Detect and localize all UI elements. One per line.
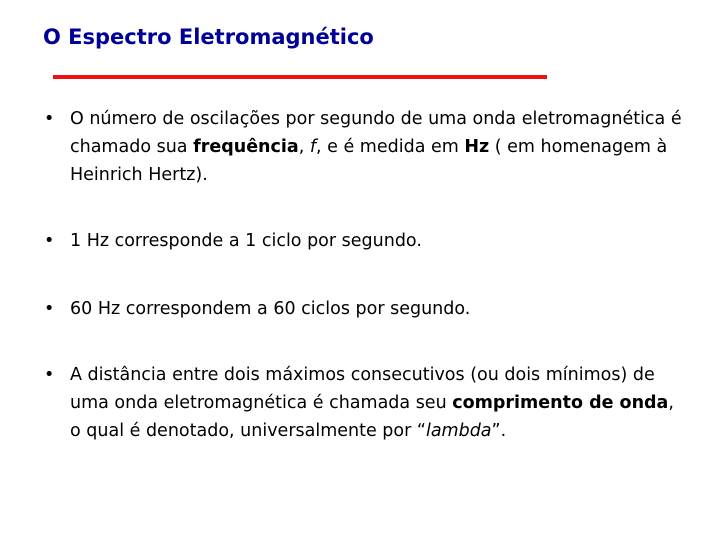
slide-title: O Espectro Eletromagnético — [43, 25, 374, 49]
bullet-text: 1 Hz corresponde a 1 ciclo por segundo. — [70, 231, 422, 251]
bullet-item-60hz — [44, 295, 684, 323]
text-run: , e é medida em — [316, 137, 465, 157]
text-run: ”. — [491, 421, 507, 441]
bullet-item-wavelength — [44, 361, 684, 445]
unit-hz: Hz — [464, 137, 490, 157]
text-run: ( em homenagem à Heinrich Hertz). — [70, 137, 668, 185]
bullet-text — [70, 361, 684, 445]
text-run: , o qual é denotado, universalmente por “ — [70, 393, 674, 441]
bullet-item-frequency — [44, 105, 684, 189]
text-run: O número de oscilações por segundo de uma onda eletromagnética é chamado sua — [70, 109, 682, 157]
bullet-text: 60 Hz correspondem a 60 ciclos por segundo. — [70, 299, 471, 319]
term-lambda: lambda — [425, 421, 492, 441]
symbol-f: f — [309, 137, 317, 157]
term-comprimento-de-onda: comprimento de onda — [452, 393, 669, 413]
text-run: A distância entre dois máximos consecutivos (ou dois mínimos) de uma onda eletromagnética é chamada seu — [70, 365, 655, 413]
bullet-icon: • — [44, 299, 55, 319]
bullet-icon: • — [44, 231, 55, 251]
term-frequencia: frequência — [193, 137, 299, 157]
title-underline — [53, 75, 547, 79]
bullet-text — [70, 105, 684, 189]
bullet-icon: • — [44, 109, 55, 129]
text-run: , — [298, 137, 310, 157]
bullet-icon: • — [44, 365, 55, 385]
bullet-item-1hz — [44, 227, 684, 255]
